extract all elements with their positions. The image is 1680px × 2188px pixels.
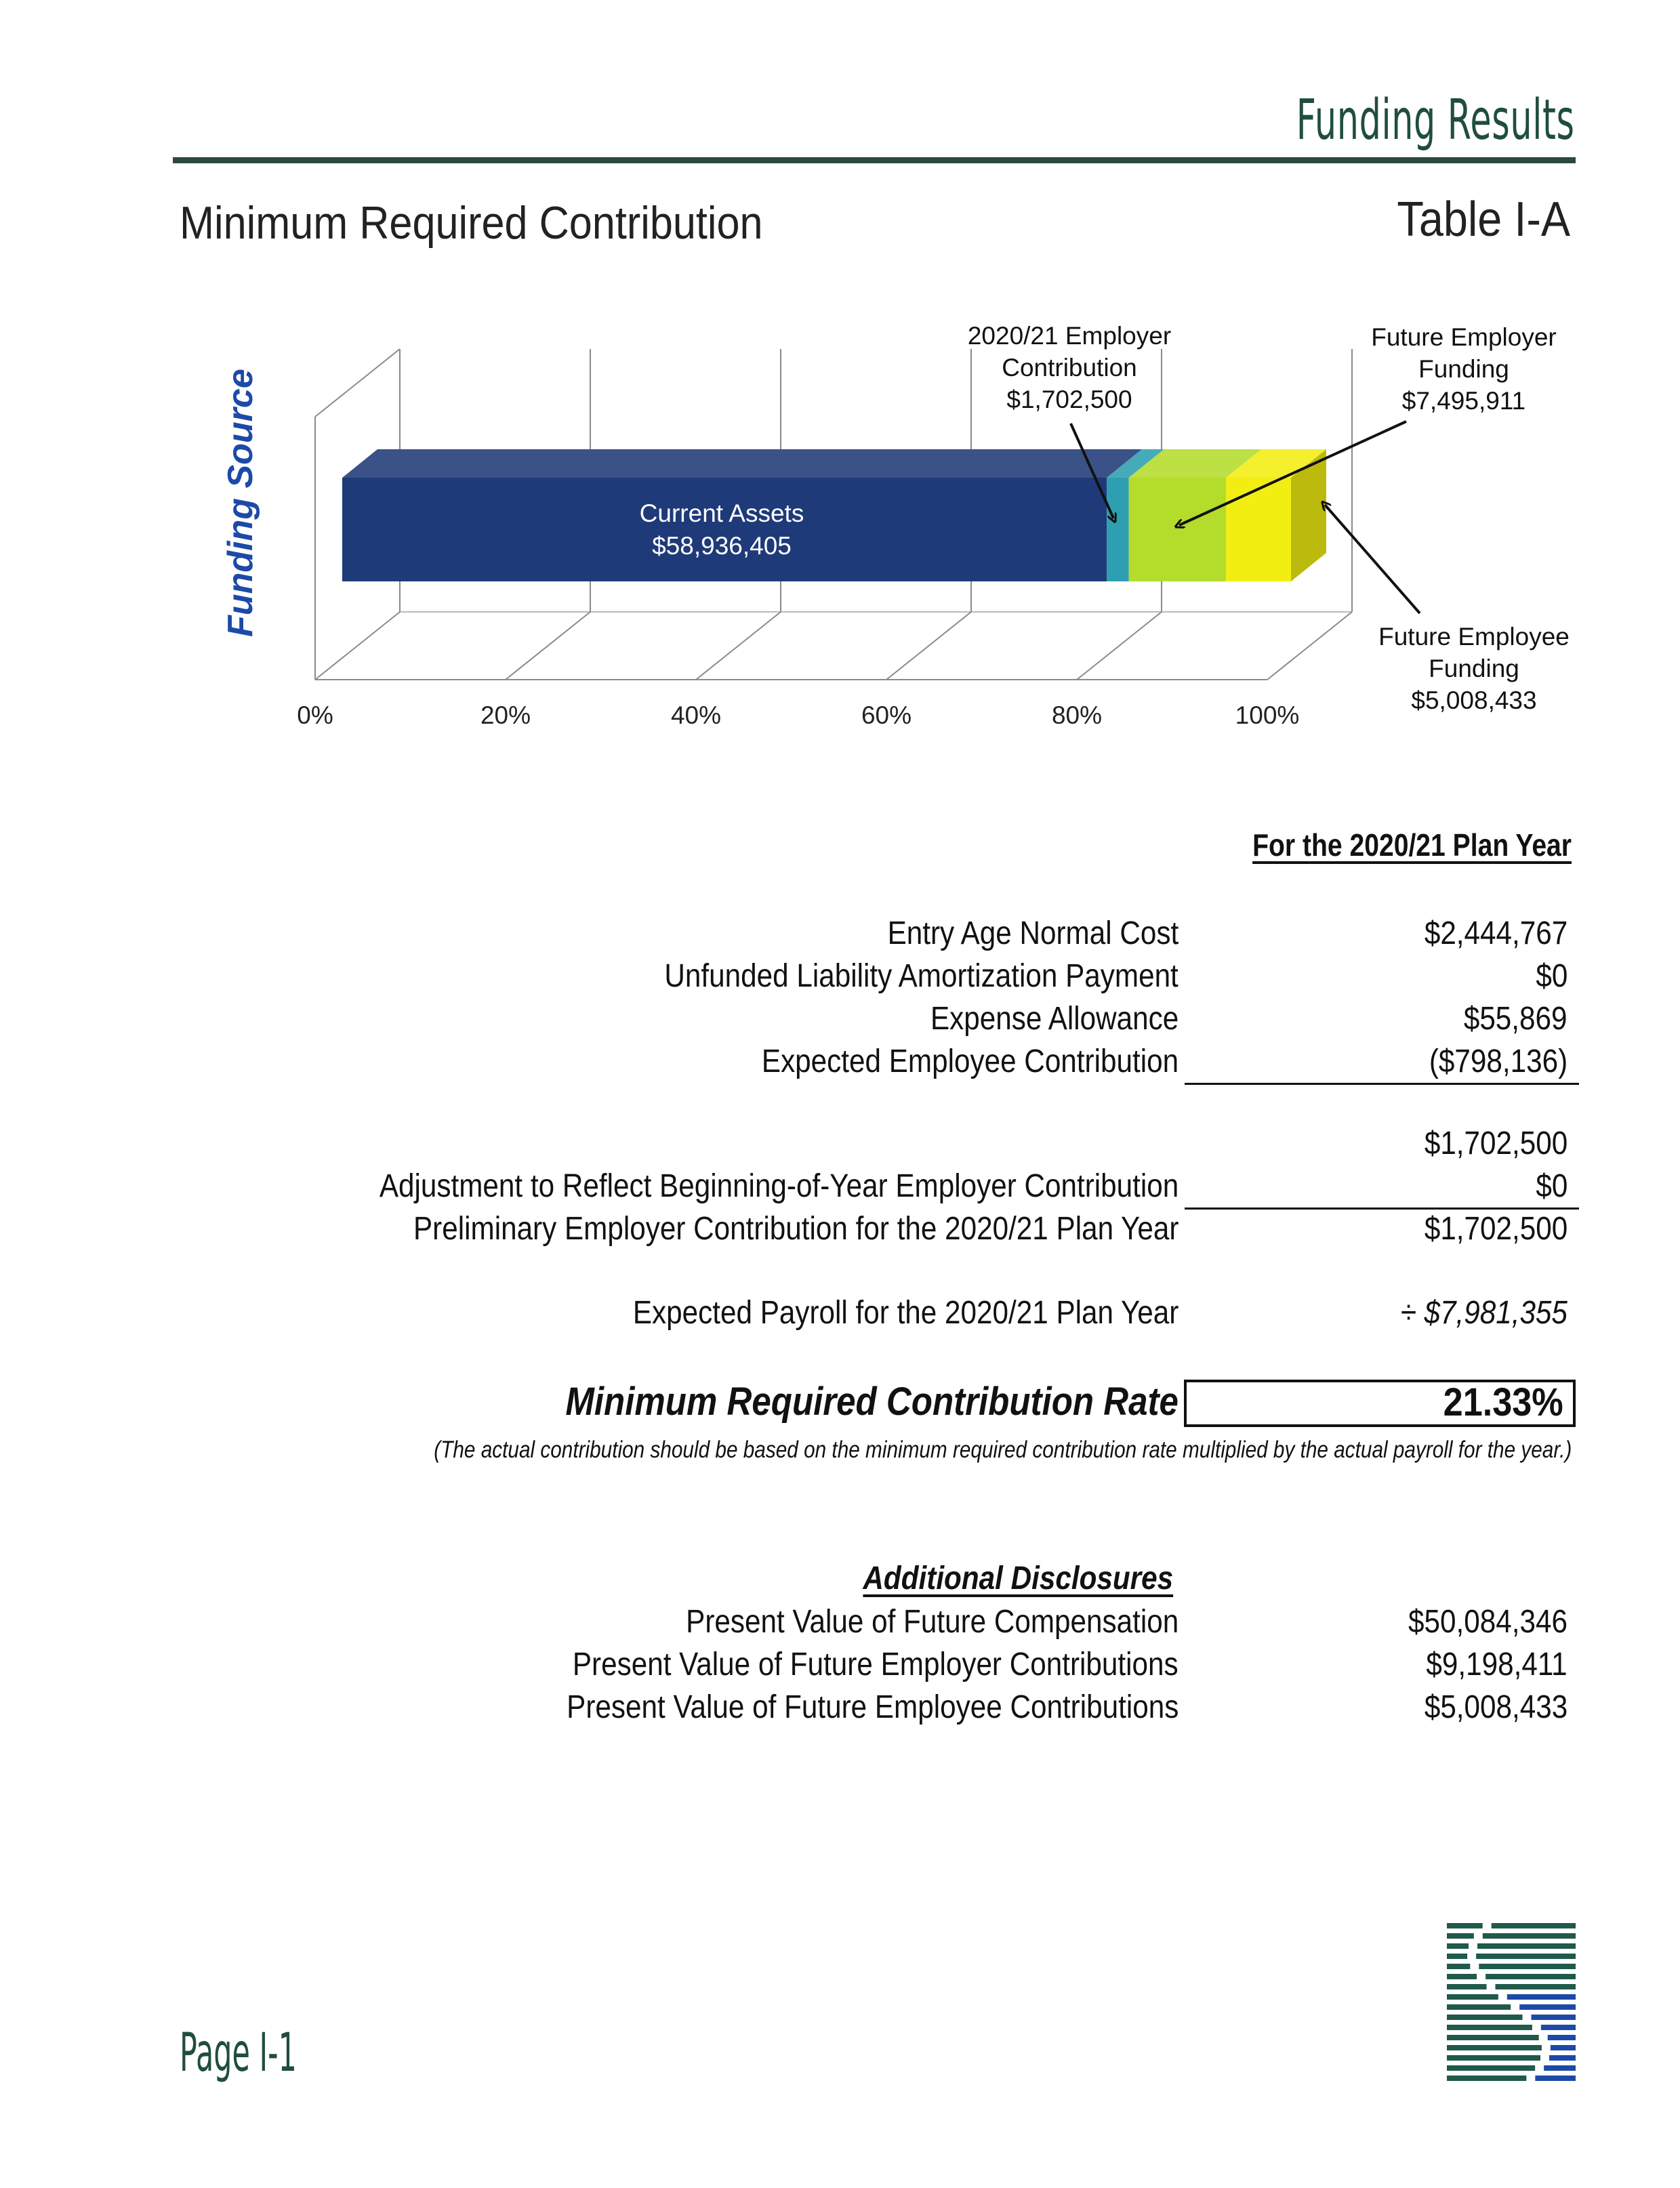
row-expense xyxy=(0,1000,1680,1042)
logo-stripe xyxy=(1486,1974,1576,1979)
bar-top-current-assets xyxy=(342,449,1142,478)
logo-stripe xyxy=(1551,2045,1576,2050)
chart-gridline-floor xyxy=(696,612,781,680)
disclosure-row xyxy=(0,1689,1680,1731)
label-future-employee-line1: Future Employee xyxy=(1378,623,1570,651)
arrow-future-employee xyxy=(1325,505,1420,613)
logo-stripe xyxy=(1447,1954,1467,1959)
logo-stripe xyxy=(1447,1994,1498,2000)
employee-contribution-label: Expected Employee Contribution xyxy=(761,1044,1179,1079)
chart-y-axis-label: Funding Source xyxy=(221,369,260,637)
chart-x-tick-label: 0% xyxy=(297,701,333,729)
logo-stripe xyxy=(1476,1954,1576,1959)
chart-x-tick-label: 20% xyxy=(480,701,531,729)
bar-segment-future-employee-funding xyxy=(1226,478,1291,581)
row-payroll xyxy=(0,1294,1680,1336)
label-future-employer-value: $7,495,911 xyxy=(1401,387,1526,415)
logo-stripe xyxy=(1447,2045,1542,2050)
row-preliminary xyxy=(0,1210,1680,1252)
chart-x-ticks xyxy=(297,701,1299,729)
logo-stripe xyxy=(1507,1994,1576,2000)
disclosure-row xyxy=(0,1603,1680,1645)
disclosure-row xyxy=(0,1646,1680,1688)
bar-segment-future-employer-funding xyxy=(1129,478,1226,581)
label-future-employee-value: $5,008,433 xyxy=(1411,686,1537,714)
logo-stripe xyxy=(1477,1943,1576,1949)
row-amortization xyxy=(0,957,1680,999)
subtotal-rule xyxy=(1185,1083,1579,1085)
expense-value: $55,869 xyxy=(1464,1001,1568,1037)
logo-stripe xyxy=(1531,2015,1576,2020)
disclosure-value: $50,084,346 xyxy=(1408,1604,1568,1640)
adjustment-value: $0 xyxy=(1536,1168,1568,1204)
table-id: Table I-A xyxy=(1397,192,1570,247)
company-logo-icon xyxy=(1443,1916,1579,2092)
rate-label: Minimum Required Contribution Rate xyxy=(565,1380,1179,1424)
normal-cost-value: $2,444,767 xyxy=(1424,915,1568,951)
logo-stripe xyxy=(1447,1933,1474,1939)
label-employer-contribution-line1: 2020/21 Employer xyxy=(967,322,1172,350)
chart-x-tick-label: 80% xyxy=(1051,701,1103,729)
logo-stripe xyxy=(1541,2025,1576,2030)
logo-stripe xyxy=(1447,2065,1535,2071)
chart-gridline-floor xyxy=(315,612,400,680)
preliminary-value: $1,702,500 xyxy=(1424,1211,1568,1247)
label-future-employee-line2: Funding xyxy=(1429,655,1519,682)
logo-stripe xyxy=(1479,1964,1576,1969)
logo-stripe xyxy=(1447,2035,1539,2040)
label-employer-contribution-value: $1,702,500 xyxy=(1006,386,1132,413)
chart-gridline-floor xyxy=(886,612,971,680)
label-employer-contribution-line2: Contribution xyxy=(1002,354,1137,381)
chart-gridline-floor xyxy=(1077,612,1162,680)
section-title: Funding Results xyxy=(1296,88,1575,152)
employee-contribution-value: ($798,136) xyxy=(1429,1044,1568,1079)
chart-gridline-floor xyxy=(1267,612,1352,680)
logo-stripe xyxy=(1535,2076,1576,2081)
logo-stripe xyxy=(1447,2015,1522,2020)
preliminary-label: Preliminary Employer Contribution for the 2020/21 Plan Year xyxy=(413,1211,1179,1247)
row-employee-contribution xyxy=(0,1043,1680,1085)
disclosure-label: Present Value of Future Compensation xyxy=(685,1604,1179,1640)
logo-stripe xyxy=(1447,1974,1477,1979)
logo-stripe xyxy=(1544,2065,1576,2071)
preliminary-rule xyxy=(1185,1207,1579,1210)
page-heading: Minimum Required Contribution xyxy=(180,197,763,249)
logo-stripe xyxy=(1447,2025,1532,2030)
normal-cost-label: Entry Age Normal Cost xyxy=(887,915,1179,951)
row-normal-cost xyxy=(0,915,1680,957)
logo-stripe xyxy=(1492,1923,1576,1928)
amortization-label: Unfunded Liability Amortization Payment xyxy=(664,958,1179,994)
adjustment-label: Adjustment to Reflect Beginning-of-Year Employer Contribution xyxy=(379,1168,1179,1204)
chart-x-tick-label: 100% xyxy=(1235,701,1300,729)
logo-stripe xyxy=(1447,2055,1540,2061)
logo-stripe xyxy=(1447,1943,1469,1949)
chart-bars xyxy=(342,449,1326,581)
rate-note: (The actual contribution should be based on the minimum required contribution rate multiplied by the actual payroll for the year.) xyxy=(433,1437,1572,1463)
plan-year-column-header: For the 2020/21 Plan Year xyxy=(1252,827,1572,863)
logo-stripe xyxy=(1519,2004,1576,2010)
logo-stripe xyxy=(1447,2076,1526,2081)
page-number: Page I-1 xyxy=(180,2023,297,2084)
disclosure-label: Present Value of Future Employer Contributions xyxy=(573,1647,1179,1683)
disclosures-header: Additional Disclosures xyxy=(863,1561,1173,1596)
expense-label: Expense Allowance xyxy=(930,1001,1179,1037)
logo-stripe xyxy=(1549,2055,1576,2061)
disclosure-value: $5,008,433 xyxy=(1424,1689,1568,1725)
logo-stripe xyxy=(1447,1964,1470,1969)
rate-value: 21.33% xyxy=(1443,1380,1563,1424)
label-current-assets-value: $58,936,405 xyxy=(652,532,792,560)
subtotal-value: $1,702,500 xyxy=(1424,1126,1568,1161)
chart-left-wall-top xyxy=(315,349,400,417)
funding-source-chart xyxy=(0,0,1680,759)
row-subtotal xyxy=(0,1125,1680,1167)
label-future-employer-line1: Future Employer xyxy=(1371,323,1557,351)
amortization-value: $0 xyxy=(1536,958,1568,994)
row-adjustment xyxy=(0,1168,1680,1210)
disclosure-value: $9,198,411 xyxy=(1426,1647,1568,1683)
label-current-assets-name: Current Assets xyxy=(639,499,804,527)
logo-stripe xyxy=(1483,1933,1576,1939)
bar-segment-current-assets xyxy=(342,478,1107,581)
chart-x-tick-label: 60% xyxy=(861,701,912,729)
logo-stripe xyxy=(1447,1923,1483,1928)
payroll-value: ÷ $7,981,355 xyxy=(1400,1295,1568,1331)
logo-stripe xyxy=(1447,2004,1511,2010)
label-future-employer-line2: Funding xyxy=(1418,355,1509,383)
disclosure-label: Present Value of Future Employee Contributions xyxy=(566,1689,1179,1725)
chart-x-tick-label: 40% xyxy=(670,701,722,729)
logo-stripe xyxy=(1447,1984,1487,1989)
chart-gridline-floor xyxy=(506,612,590,680)
bar-segment-2020-21-employer-contribution xyxy=(1107,478,1129,581)
logo-stripe xyxy=(1496,1984,1576,1989)
logo-stripe xyxy=(1548,2035,1576,2040)
payroll-label: Expected Payroll for the 2020/21 Plan Year xyxy=(632,1295,1179,1331)
